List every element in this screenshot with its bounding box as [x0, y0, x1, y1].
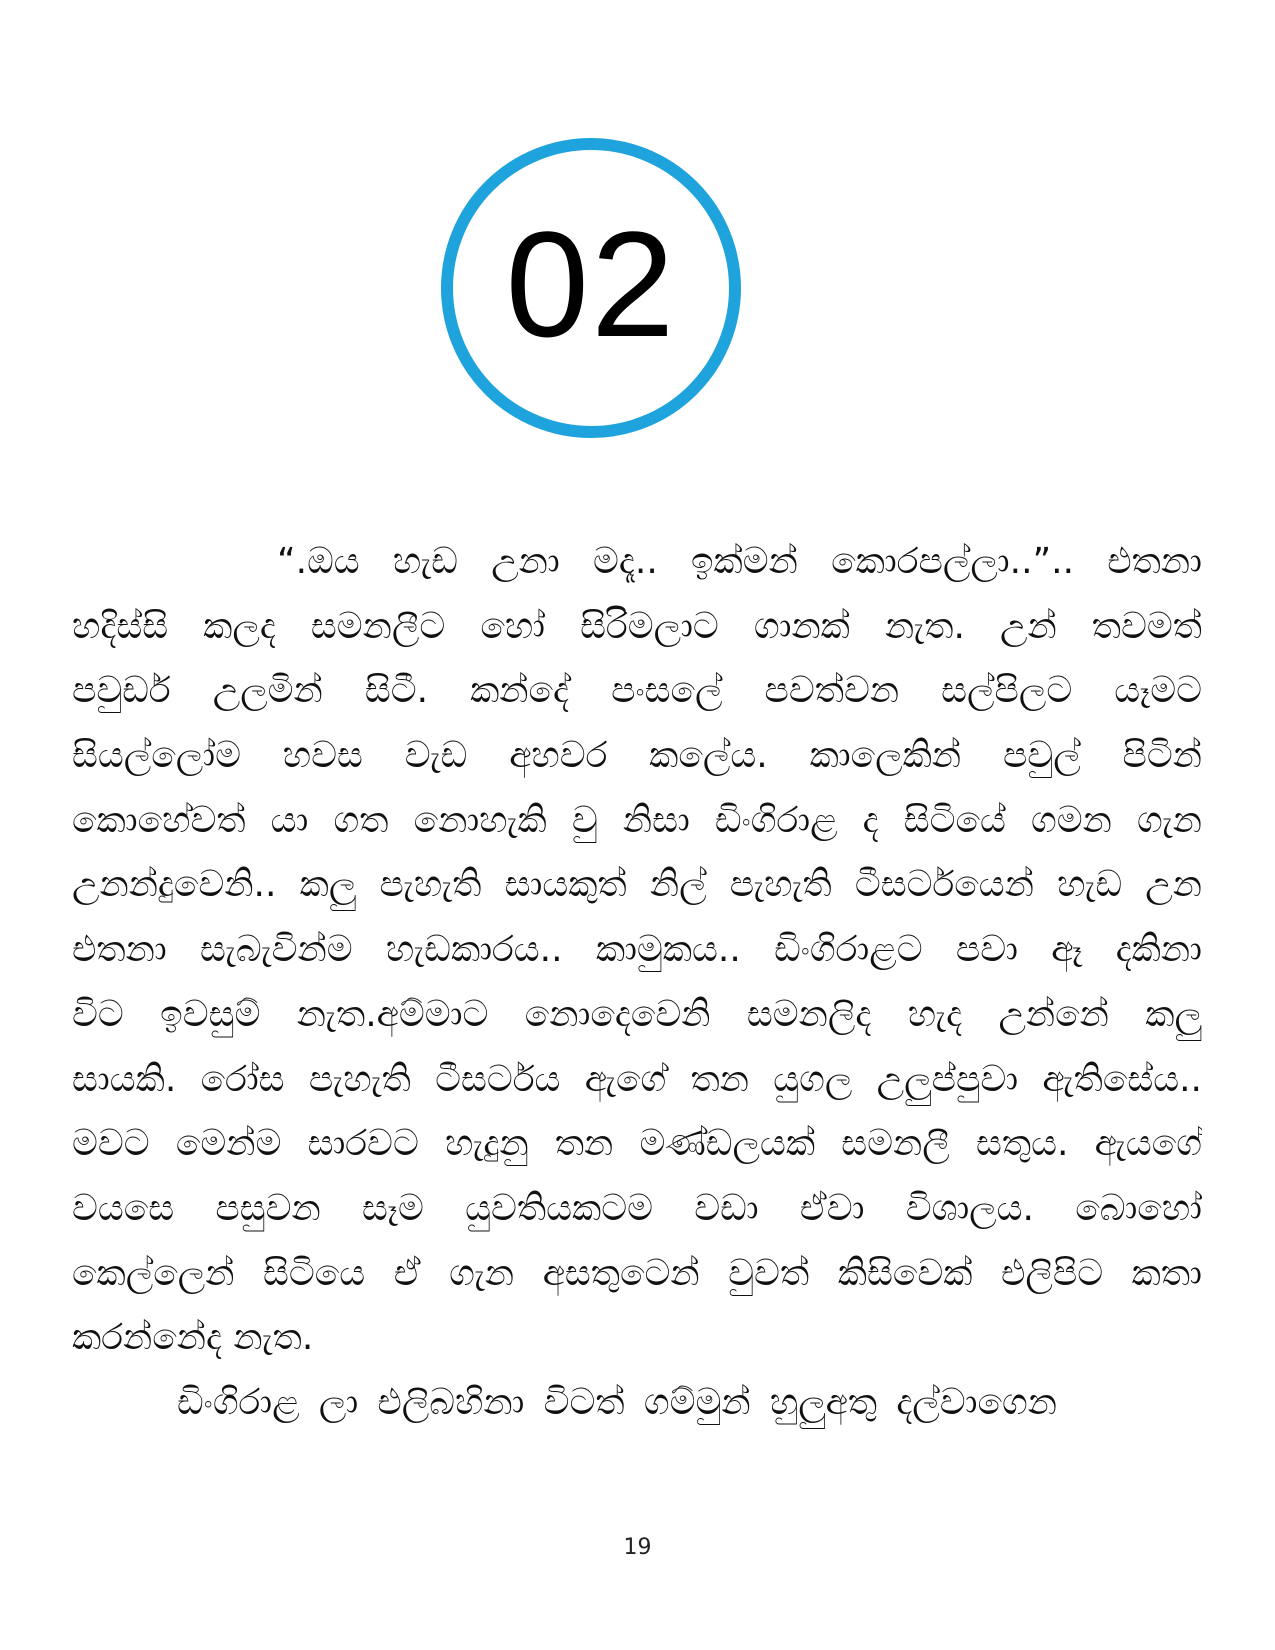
page-number: 19	[623, 1535, 652, 1560]
body-text	[72, 530, 1202, 1436]
text-line: සියල්ලෝම හවස වැඩ අහවර කලේය. කාලෙකින් පවුල් පිටින්	[72, 735, 1202, 777]
text-line: හදිස්සි කලද සමනලීට හෝ සිරිමලාට ගානක් නැත. උන් තවමත්	[72, 605, 1202, 647]
text-line: කරන්නේද නැත.	[72, 1317, 314, 1359]
chapter-number: 02	[505, 200, 677, 368]
text-line: පවුඩර් උලමින් සිටී. කන්දේ පංසලේ පවත්වන සල්පිලට යෑමට	[72, 670, 1202, 712]
text-line: එතනා සැබැවින්ම හැඩකාරය.. කාමුකය.. ඩිංගිරාළට පවා ඈ දකිනා	[72, 929, 1202, 971]
chapter-number-circle	[441, 138, 741, 438]
text-line: “.ඔය හැඩ උනා මදෑ.. ඉක්මන් කොරපල්ලා..”.. එතනා	[277, 541, 1202, 582]
text-line: ඩිංගිරාළ ලා එලිබහිනා විටත් ගම්මුන් හුලුඅතු දල්වාගෙන	[177, 1381, 1057, 1423]
text-line: විට ඉවසුම් නැත.අම්මාට නොදෙවෙනි සමනලිද හැද උන්නේ කලු	[72, 993, 1202, 1035]
text-line: වයසෙ පසුවන සෑම යුවතියකටම වඩා ඒවා විශාලය. බොහෝ	[72, 1187, 1202, 1229]
text-line: කෙල්ලෙන් සිටියෙ ඒ ගැන අසතුටෙන් වුවත් කිසිවෙක් එලිපිට කතා	[72, 1252, 1202, 1294]
text-line: මවට මෙන්ම සාරවට හැදුනු තන මණ්ඩලයක් සමනලී සතුය. ඇයගේ	[72, 1123, 1202, 1165]
text-line: කොහේවත් යා ගත නොහැකි වු නිසා ඩිංගිරාළ ද සිටියේ ගමන ගැන	[72, 799, 1202, 841]
text-line: උනන්දුවෙනි.. කලු පැහැති සායකුත් නිල් පැහැති ටීසර්ටයෙන් හැඩ උන	[72, 864, 1202, 906]
text-line: සායකි. රෝස පැහැති ටීසර්ටය ඇගේ තන යුගල උලුප්පුවා ඇතිසේය..	[72, 1058, 1202, 1100]
